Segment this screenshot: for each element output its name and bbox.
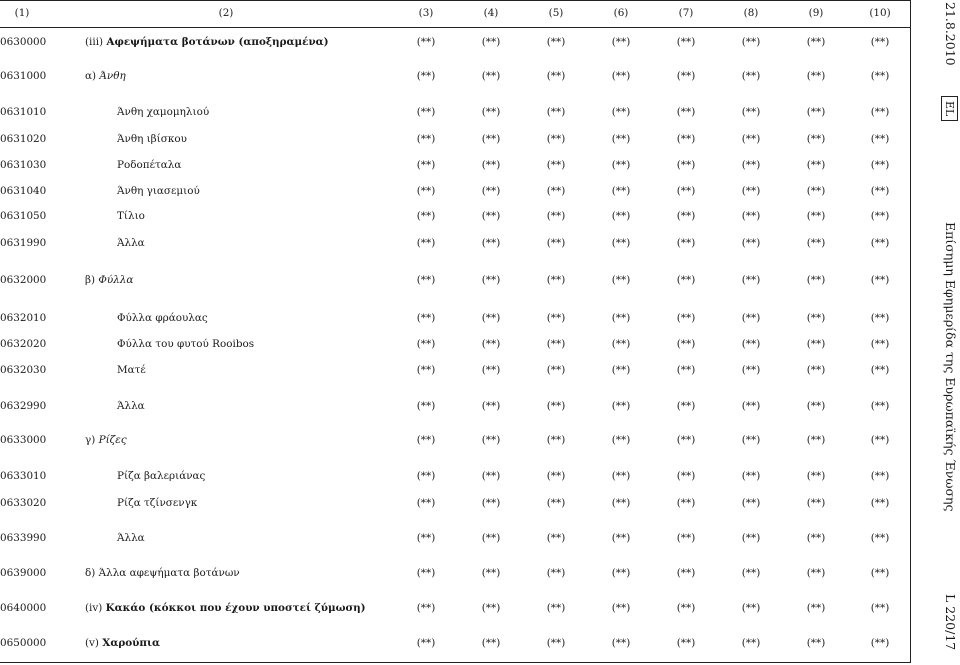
row-code: 0631050 [0,210,47,222]
value-cell: (**) [741,497,761,509]
row-description: Άλλα [117,237,145,249]
value-cell: (**) [741,637,761,649]
value-cell: (**) [870,237,890,249]
value-cell: (**) [481,497,501,509]
value-cell: (**) [611,133,631,145]
value-cell: (**) [611,312,631,324]
value-cell: (**) [676,185,696,197]
value-cell: (**) [416,210,436,222]
value-cell: (**) [741,338,761,350]
value-cell: (**) [806,312,826,324]
value-cell: (**) [806,274,826,286]
value-cell: (**) [481,532,501,544]
value-cell: (**) [611,532,631,544]
value-cell: (**) [416,497,436,509]
row-code: 0631010 [0,106,47,118]
value-cell: (**) [870,70,890,82]
value-cell: (**) [481,106,501,118]
row-description: δ) Άλλα αφεψήματα βοτάνων [85,567,240,579]
value-cell: (**) [741,106,761,118]
value-cell: (**) [676,237,696,249]
value-cell: (**) [741,274,761,286]
value-cell: (**) [741,312,761,324]
value-cell: (**) [870,637,890,649]
row-description: (iv) Κακάο (κόκκοι που έχουν υποστεί ζύμωση) [85,602,366,614]
value-cell: (**) [481,70,501,82]
column-header-5: (5) [548,7,564,19]
value-cell: (**) [806,364,826,376]
value-cell: (**) [546,364,566,376]
value-cell: (**) [416,185,436,197]
row-description: (v) Χαρούπια [85,637,161,649]
value-cell: (**) [741,364,761,376]
row-description: β) Φύλλα [85,274,134,286]
value-cell: (**) [546,36,566,48]
row-code: 0632990 [0,400,47,412]
value-cell: (**) [481,637,501,649]
value-cell: (**) [546,70,566,82]
value-cell: (**) [676,567,696,579]
value-cell: (**) [481,338,501,350]
value-cell: (**) [416,36,436,48]
value-cell: (**) [481,185,501,197]
value-cell: (**) [611,400,631,412]
value-cell: (**) [481,602,501,614]
row-description: α) Άνθη [85,70,126,82]
value-cell: (**) [546,185,566,197]
value-cell: (**) [676,532,696,544]
value-cell: (**) [870,497,890,509]
value-cell: (**) [611,364,631,376]
margin-lang: EL [941,96,958,121]
value-cell: (**) [416,133,436,145]
value-cell: (**) [546,237,566,249]
row-description: Άνθη γιασεμιού [117,185,200,197]
value-cell: (**) [741,237,761,249]
value-cell: (**) [870,312,890,324]
value-cell: (**) [546,637,566,649]
column-header-8: (8) [743,7,759,19]
value-cell: (**) [546,312,566,324]
value-cell: (**) [611,106,631,118]
row-code: 0632030 [0,364,47,376]
value-cell: (**) [676,400,696,412]
value-cell: (**) [741,185,761,197]
value-cell: (**) [676,637,696,649]
value-cell: (**) [870,364,890,376]
row-description: (iii) Αφεψήματα βοτάνων (αποξηραμένα) [85,36,329,48]
row-description: Ρίζα βαλεριάνας [117,470,206,482]
row-code: 0631030 [0,159,47,171]
value-cell: (**) [481,159,501,171]
value-cell: (**) [806,210,826,222]
row-description: Άνθη ιβίσκου [117,133,187,145]
value-cell: (**) [416,237,436,249]
value-cell: (**) [416,400,436,412]
column-header-9: (9) [808,7,824,19]
value-cell: (**) [546,602,566,614]
value-cell: (**) [546,210,566,222]
value-cell: (**) [741,36,761,48]
table-right-rule [910,0,911,663]
value-cell: (**) [546,274,566,286]
value-cell: (**) [806,602,826,614]
value-cell: (**) [806,637,826,649]
value-cell: (**) [676,364,696,376]
value-cell: (**) [416,434,436,446]
row-code: 0630000 [0,36,47,48]
value-cell: (**) [676,106,696,118]
value-cell: (**) [806,70,826,82]
row-description: Ροδοπέταλα [117,159,182,171]
value-cell: (**) [546,567,566,579]
value-cell: (**) [870,400,890,412]
row-description: Φύλλα του φυτού Rooibos [117,338,255,350]
value-cell: (**) [806,532,826,544]
value-cell: (**) [416,338,436,350]
value-cell: (**) [741,602,761,614]
value-cell: (**) [481,274,501,286]
value-cell: (**) [546,338,566,350]
value-cell: (**) [416,70,436,82]
value-cell: (**) [676,133,696,145]
value-cell: (**) [481,364,501,376]
value-cell: (**) [870,567,890,579]
value-cell: (**) [676,338,696,350]
value-cell: (**) [870,159,890,171]
value-cell: (**) [416,532,436,544]
value-cell: (**) [481,133,501,145]
value-cell: (**) [741,532,761,544]
value-cell: (**) [481,210,501,222]
value-cell: (**) [546,106,566,118]
row-code: 0631990 [0,237,47,249]
margin-page-ref: L 220/17 [943,594,958,651]
value-cell: (**) [546,434,566,446]
value-cell: (**) [416,602,436,614]
row-description: Άλλα [117,532,145,544]
row-code: 0633000 [0,434,47,446]
row-code: 0631020 [0,133,47,145]
column-header-6: (6) [613,7,629,19]
value-cell: (**) [870,602,890,614]
value-cell: (**) [741,70,761,82]
value-cell: (**) [481,237,501,249]
column-header-3: (3) [418,7,434,19]
value-cell: (**) [741,470,761,482]
value-cell: (**) [546,497,566,509]
row-code: 0632020 [0,338,47,350]
value-cell: (**) [676,497,696,509]
value-cell: (**) [806,567,826,579]
value-cell: (**) [611,567,631,579]
column-header-10: (10) [869,7,891,19]
value-cell: (**) [416,312,436,324]
margin-journal-title: Επίσημη Εφημερίδα της Ευρωπαϊκής Ένωσης [943,222,958,512]
value-cell: (**) [870,133,890,145]
value-cell: (**) [481,36,501,48]
value-cell: (**) [870,338,890,350]
value-cell: (**) [806,185,826,197]
value-cell: (**) [741,159,761,171]
value-cell: (**) [546,532,566,544]
value-cell: (**) [806,338,826,350]
value-cell: (**) [806,106,826,118]
value-cell: (**) [416,106,436,118]
row-code: 0631040 [0,185,47,197]
value-cell: (**) [611,434,631,446]
value-cell: (**) [546,470,566,482]
value-cell: (**) [806,497,826,509]
row-description: γ) Ρίζες [85,434,127,446]
row-code: 0632000 [0,274,47,286]
row-code: 0633020 [0,497,47,509]
value-cell: (**) [676,602,696,614]
value-cell: (**) [806,36,826,48]
value-cell: (**) [676,159,696,171]
value-cell: (**) [806,133,826,145]
value-cell: (**) [611,497,631,509]
value-cell: (**) [546,133,566,145]
row-code: 0633990 [0,532,47,544]
value-cell: (**) [611,159,631,171]
row-description: Άνθη χαμομηλιού [117,106,210,118]
row-description: Φύλλα φράουλας [117,312,208,324]
value-cell: (**) [676,210,696,222]
value-cell: (**) [611,70,631,82]
value-cell: (**) [806,400,826,412]
header-rule [0,27,910,28]
column-header-4: (4) [483,7,499,19]
table-top-rule [0,0,910,1]
value-cell: (**) [676,274,696,286]
value-cell: (**) [806,237,826,249]
value-cell: (**) [611,338,631,350]
value-cell: (**) [481,434,501,446]
row-code: 0639000 [0,567,47,579]
value-cell: (**) [676,70,696,82]
value-cell: (**) [741,434,761,446]
value-cell: (**) [870,434,890,446]
value-cell: (**) [870,470,890,482]
value-cell: (**) [611,274,631,286]
value-cell: (**) [741,567,761,579]
row-description: Ματέ [117,364,146,376]
value-cell: (**) [806,470,826,482]
value-cell: (**) [806,159,826,171]
row-code: 0633010 [0,470,47,482]
value-cell: (**) [416,364,436,376]
value-cell: (**) [741,210,761,222]
table-bottom-rule [0,662,910,663]
value-cell: (**) [611,637,631,649]
value-cell: (**) [416,274,436,286]
value-cell: (**) [546,159,566,171]
value-cell: (**) [481,470,501,482]
row-description: Ρίζα τζίνσενγκ [117,497,198,509]
margin-date: 21.8.2010 [943,2,958,66]
value-cell: (**) [481,400,501,412]
value-cell: (**) [611,237,631,249]
row-code: 0640000 [0,602,47,614]
value-cell: (**) [416,159,436,171]
value-cell: (**) [481,567,501,579]
row-code: 0650000 [0,637,47,649]
column-header-7: (7) [678,7,694,19]
value-cell: (**) [611,36,631,48]
value-cell: (**) [611,470,631,482]
value-cell: (**) [870,532,890,544]
row-code: 0632010 [0,312,47,324]
value-cell: (**) [546,400,566,412]
value-cell: (**) [870,106,890,118]
value-cell: (**) [741,400,761,412]
value-cell: (**) [611,602,631,614]
value-cell: (**) [870,185,890,197]
value-cell: (**) [481,312,501,324]
value-cell: (**) [806,434,826,446]
value-cell: (**) [611,210,631,222]
value-cell: (**) [676,470,696,482]
row-code: 0631000 [0,70,47,82]
value-cell: (**) [416,567,436,579]
value-cell: (**) [741,133,761,145]
value-cell: (**) [416,470,436,482]
value-cell: (**) [676,312,696,324]
value-cell: (**) [870,36,890,48]
value-cell: (**) [676,36,696,48]
value-cell: (**) [676,434,696,446]
column-header-2: (2) [218,7,234,19]
column-header-1: (1) [14,7,30,19]
row-description: Άλλα [117,400,145,412]
row-description: Τίλιο [117,210,145,222]
value-cell: (**) [870,210,890,222]
value-cell: (**) [416,637,436,649]
value-cell: (**) [870,274,890,286]
value-cell: (**) [611,185,631,197]
